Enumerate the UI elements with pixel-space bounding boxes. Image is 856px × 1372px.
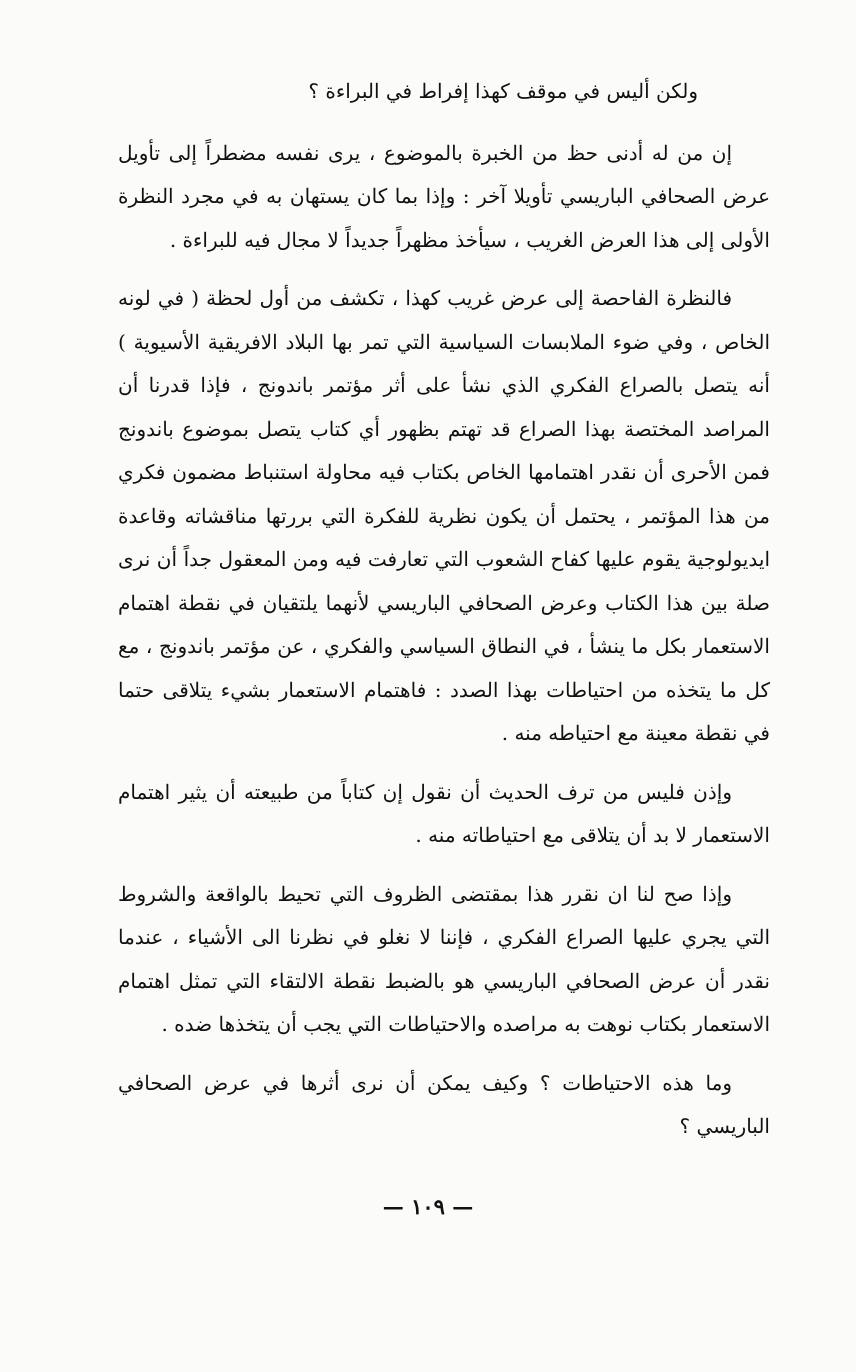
paragraph: وإذا صح لنا ان نقرر هذا بمقتضى الظروف التي تحيط بالواقعة والشروط التي يجري عليها الصراع الفكري ، فإننا لا نغلو في نظرنا الى الأشياء ، عندما نقدر أن عرض الصحافي الباريسي هو بالضبط نقطة الالتقاء التي تمثل اهتمام الاستعمار بكتاب نوهت به مراصده والاحتياطات التي يجب أن يتخذها ضده . [118,881,770,1036]
paragraph: إن من له أدنى حظ من الخبرة بالموضوع ، يرى نفسه مضطراً إلى تأويل عرض الصحافي الباريسي تأويلا آخر : وإذا بما كان يستهان به في مجرد النظرة الأولى إلى هذا العرض الغريب ، سيأخذ مظهراً جديداً لا مجال فيه للبراءة . [118,140,770,252]
paragraph: فالنظرة الفاحصة إلى عرض غريب كهذا ، تكشف من أول لحظة ( في لونه الخاص ، وفي ضوء الملابسات السياسية التي تمر بها البلاد الافريقية الأسيوية ) أنه يتصل بالصراع الفكري الذي نشأ على أثر مؤتمر باندونج ، فإذا قدرنا أن المراصد المختصة بهذا الصراع قد تهتم بظهور أي كتاب يتصل بموضوع باندونج فمن الأحرى أن نقدر اهتمامها الخاص بكتاب فيه محاولة استنباط مضمون فكري من هذا المؤتمر ، يحتمل أن يكون نظرية للفكرة التي بررتها مناقشاته وقاعدة ايديولوجية يقوم عليها كفاح الشعوب التي تعارفت فيه ومن المعقول جداً أن نرى صلة بين هذا الكتاب وعرض الصحافي الباريسي لأنهما يلتقيان في نقطة اهتمام الاستعمار بكل ما ينشأ ، في النطاق السياسي والفكري ، عن مؤتمر باندونج ، مع كل ما يتخذه من احتياطات بهذا الصدد : فاهتمام الاستعمار بشيء يتلاقى حتما في نقطة معينة مع احتياطه منه . [118,286,770,745]
paragraph: وإذن فليس من ترف الحديث أن نقول إن كتاباً من طبيعته أن يثير اهتمام الاستعمار لا بد أن يتلاقى مع احتياطاته منه . [118,779,770,847]
opening-question: ولكن أليس في موقف كهذا إفراط في البراءة ؟ [308,79,698,103]
page-number: — ١٠٩ — [382,1194,474,1219]
body-text [118,70,770,1164]
paragraph: وما هذه الاحتياطات ؟ وكيف يمكن أن نرى أثرها في عرض الصحافي الباريسي ؟ [118,1070,770,1138]
